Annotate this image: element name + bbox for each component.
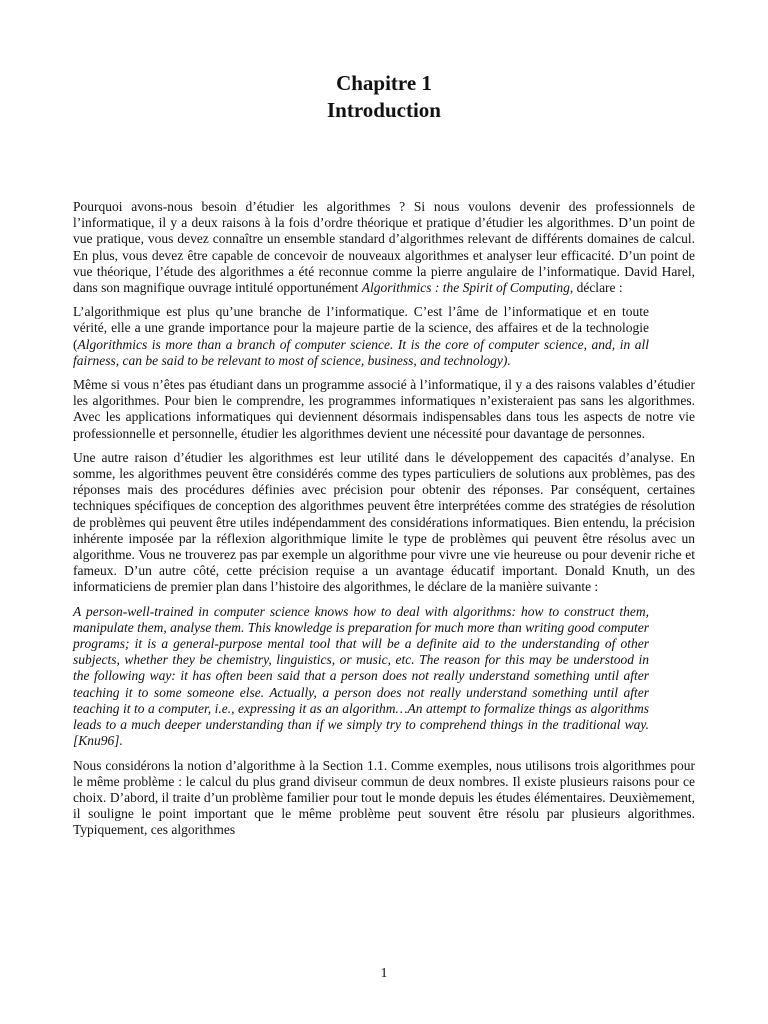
book-title: Algorithmics : the Spirit of Computing (361, 280, 570, 296)
document-page (73, 70, 695, 847)
paragraph-1 (73, 199, 695, 296)
quote-harel (73, 304, 649, 369)
page-number: 1 (380, 966, 388, 981)
paragraph-1-ending: , déclare : (569, 280, 623, 296)
body-text (73, 199, 695, 839)
chapter-title: Introduction (327, 98, 441, 122)
paragraph-1-text: Pourquoi avons-nous besoin d’étudier les algorithmes ? Si nous voulons devenir des professionnels de l’informatique, il y a deux raisons à la fois d’ordre théorique et pratique d’étudier les algorithmes. D’un point de vue pratique, vous devez connaître un ensemble standard d’algorithmes relevant de différents domaines de calcul. En plus, vous devez être capable de concevoir de nouveaux algorithmes et analyser leur efficacité. D’un point de vue théorique, l’étude des algorithmes a été reconnue comme la pierre angulaire de l’informatique. David Harel, dans son magnifique ouvrage intitulé opportunément (73, 199, 695, 296)
paragraph-2: Même si vous n’êtes pas étudiant dans un programme associé à l’informatique, il y a des raisons valables d’étudier les algorithmes. Pour bien le comprendre, les programmes informatiques n’existeraient pas sans les algorithmes. Avec les applications informatiques qui deviennent désormais indispensables dans tous les aspects de notre vie professionnelle et personnelle, étudier les algorithmes devient une nécessité pour davantage de personnes. (73, 377, 695, 441)
paragraph-4: Nous considérons la notion d’algorithme à la Section 1.1. Comme exemples, nous utilisons trois algorithmes pour le même problème : le calcul du plus grand diviseur commun de deux nombres. Il existe plusieurs raisons pour ce choix. D’abord, il traite d’un problème familier pour tout le monde depuis les études élémentaires. Deuxièmement, il souligne le point important que le même problème peut souvent être résolu par plusieurs algorithmes. Typiquement, ces algorithmes (73, 757, 695, 838)
quote-harel-english: Algorithmics is more than a branch of computer science. It is the core of computer science, and, in all fairness, can be said to be relevant to most of science, business, and technology). (73, 336, 649, 368)
quote-harel-french: L’algorithmique est plus qu’une branche de l’informatique. C’est l’âme de l’informatique et en toute vérité, elle a une grande importance pour la majeure partie de la science, des affaires et de la technologie ( (73, 304, 649, 352)
chapter-heading (73, 70, 695, 124)
chapter-number: Chapitre 1 (336, 71, 432, 95)
paragraph-3: Une autre raison d’étudier les algorithmes est leur utilité dans le développement des capacités d’analyse. En somme, les algorithmes peuvent être considérés comme des types particuliers de solutions aux problèmes, pas des réponses mais des procédures définies avec précision pour obtenir des réponses. Par conséquent, certaines techniques spécifiques de conception des algorithmes peuvent être interprétées comme des stratégies de résolution de problèmes qui peuvent être utiles indépendamment des considérations informatiques. Bien entendu, la précision inhérente imposée par la réflexion algorithmique limite le type de problèmes qui peuvent être résolus avec un algorithme. Vous ne trouverez pas par exemple un algorithme pour vivre une vie heureuse ou pour devenir riche et fameux. D’un autre côté, cette précision requise a un avantage éducatif important. Donald Knuth, un des informaticiens de premier plan dans l’histoire des algorithmes, le déclare de la manière suivante : (73, 449, 695, 595)
quote-knuth: A person-well-trained in computer science knows how to deal with algorithms: how to construct them, manipulate them, analyse them. This knowledge is preparation for much more than writing good computer programs; it is a general-purpose mental tool that will be a definite aid to the understanding of other subjects, whether they be chemistry, linguistics, or music, etc. The reason for this may be understood in the following way: it has often been said that a person does not really understand something until after teaching it to some someone else. Actually, a person does not really understand something until after teaching it to a computer, i.e., expressing it as an algorithm…An attempt to formalize things as algorithms leads to a much deeper understanding than if we simply try to comprehend things in the traditional way. [Knu96]. (73, 603, 649, 749)
